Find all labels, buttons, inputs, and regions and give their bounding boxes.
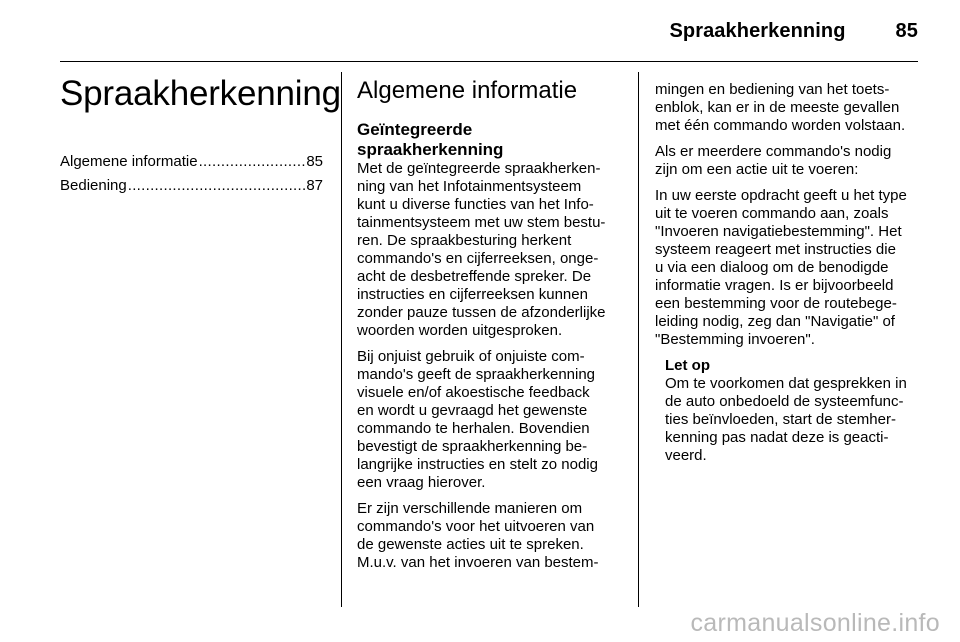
text-line: ning van het Infotainmentsysteem <box>357 178 582 195</box>
text-line: de gewenste acties uit te spreken. <box>357 536 584 553</box>
toc-entry-page: 87 <box>306 177 323 194</box>
paragraph <box>357 500 625 572</box>
text-line: zijn om een actie uit te voeren: <box>655 161 859 178</box>
text-line: de auto onbedoeld de systeemfunc- <box>665 393 904 410</box>
text-line: bevestigt de spraakherkenning be- <box>357 438 588 455</box>
text-line: kunt u diverse functies van het Info- <box>357 196 594 213</box>
text-line: leiding nodig, zeg dan "Navigatie" of <box>655 313 895 330</box>
chapter-toc <box>60 150 323 198</box>
note-text <box>665 375 923 465</box>
text-line: systeem reageert met instructies die <box>655 241 896 258</box>
text-line: informatie vragen. Is er bijvoorbeeld <box>655 277 894 294</box>
text-line: langrijke instructies en stelt zo nodig <box>357 456 598 473</box>
text-line: tainmentsysteem met uw stem bestu- <box>357 214 606 231</box>
text-line: een vraag hierover. <box>357 474 486 491</box>
page-number: 85 <box>895 20 918 42</box>
text-line: u via een dialoog om de benodigde <box>655 259 889 276</box>
header-rule <box>60 61 918 62</box>
text-line: ties beïnvloeden, start de stemher- <box>665 411 896 428</box>
text-line: acht de desbetreffende spreker. De <box>357 268 592 285</box>
chapter-title: Spraakherkenning <box>60 74 341 113</box>
text-line: Bij onjuist gebruik of onjuiste com- <box>357 348 585 365</box>
text-line: M.u.v. van het invoeren van bestem- <box>357 554 599 571</box>
text-line: visuele en/of akoestische feedback <box>357 384 590 401</box>
running-header-title: Spraakherkenning <box>669 20 846 42</box>
paragraph <box>655 143 923 179</box>
subsection-heading-line: spraakherkenning <box>357 140 504 159</box>
toc-leader-dots <box>128 174 306 198</box>
text-line: commando's en cijferreeksen, onge- <box>357 250 599 267</box>
paragraph <box>357 160 625 340</box>
toc-entry-label: Algemene informatie <box>60 153 198 170</box>
text-line: commando te herhalen. Bovendien <box>357 420 590 437</box>
note-title: Let op <box>665 357 710 374</box>
text-line: instructies en cijferreeksen kunnen <box>357 286 588 303</box>
column-divider-2 <box>638 72 639 607</box>
text-line: ren. De spraakbesturing herkent <box>357 232 572 249</box>
text-line: met één commando worden volstaan. <box>655 117 906 134</box>
text-line: Er zijn verschillende manieren om <box>357 500 583 517</box>
toc-entry[interactable] <box>60 174 323 198</box>
text-line: "Invoeren navigatiebestemming". Het <box>655 223 902 240</box>
text-line: Als er meerdere commando's nodig <box>655 143 892 160</box>
text-line: In uw eerste opdracht geeft u het type <box>655 187 907 204</box>
text-line: enblok, kan er in de meeste gevallen <box>655 99 900 116</box>
text-line: mingen en bediening van het toets- <box>655 81 890 98</box>
column-divider-1 <box>341 72 342 607</box>
text-line: zonder pauze tussen de afzonderlijke <box>357 304 606 321</box>
paragraph <box>357 348 625 492</box>
running-header <box>669 20 918 43</box>
text-line: en wordt u gevraagd het gewenste <box>357 402 588 419</box>
text-line: Met de geïntegreerde spraakherken- <box>357 160 601 177</box>
text-line: Om te voorkomen dat gesprekken in <box>665 375 907 392</box>
subsection-heading <box>357 120 625 160</box>
column-middle <box>357 76 625 580</box>
text-line: veerd. <box>665 447 707 464</box>
section-heading: Algemene informatie <box>357 77 578 104</box>
text-line: kenning pas nadat deze is geacti- <box>665 429 889 446</box>
text-line: woorden worden uitgesproken. <box>357 322 563 339</box>
watermark: carmanualsonline.info <box>690 609 940 637</box>
text-line: "Bestemming invoeren". <box>655 331 815 348</box>
toc-entry-page: 85 <box>306 153 323 170</box>
paragraph <box>655 187 923 349</box>
paragraph <box>655 81 923 135</box>
toc-entry-label: Bediening <box>60 177 127 194</box>
text-line: commando's voor het uitvoeren van <box>357 518 595 535</box>
text-line: uit te voeren commando aan, zoals <box>655 205 889 222</box>
text-line: mando's geeft de spraakherkenning <box>357 366 596 383</box>
text-line: een bestemming voor de routebege- <box>655 295 897 312</box>
note-box <box>665 357 923 465</box>
subsection-heading-line: Geïntegreerde <box>357 120 473 139</box>
toc-leader-dots <box>199 150 306 174</box>
column-right <box>655 81 923 473</box>
toc-entry[interactable] <box>60 150 323 174</box>
